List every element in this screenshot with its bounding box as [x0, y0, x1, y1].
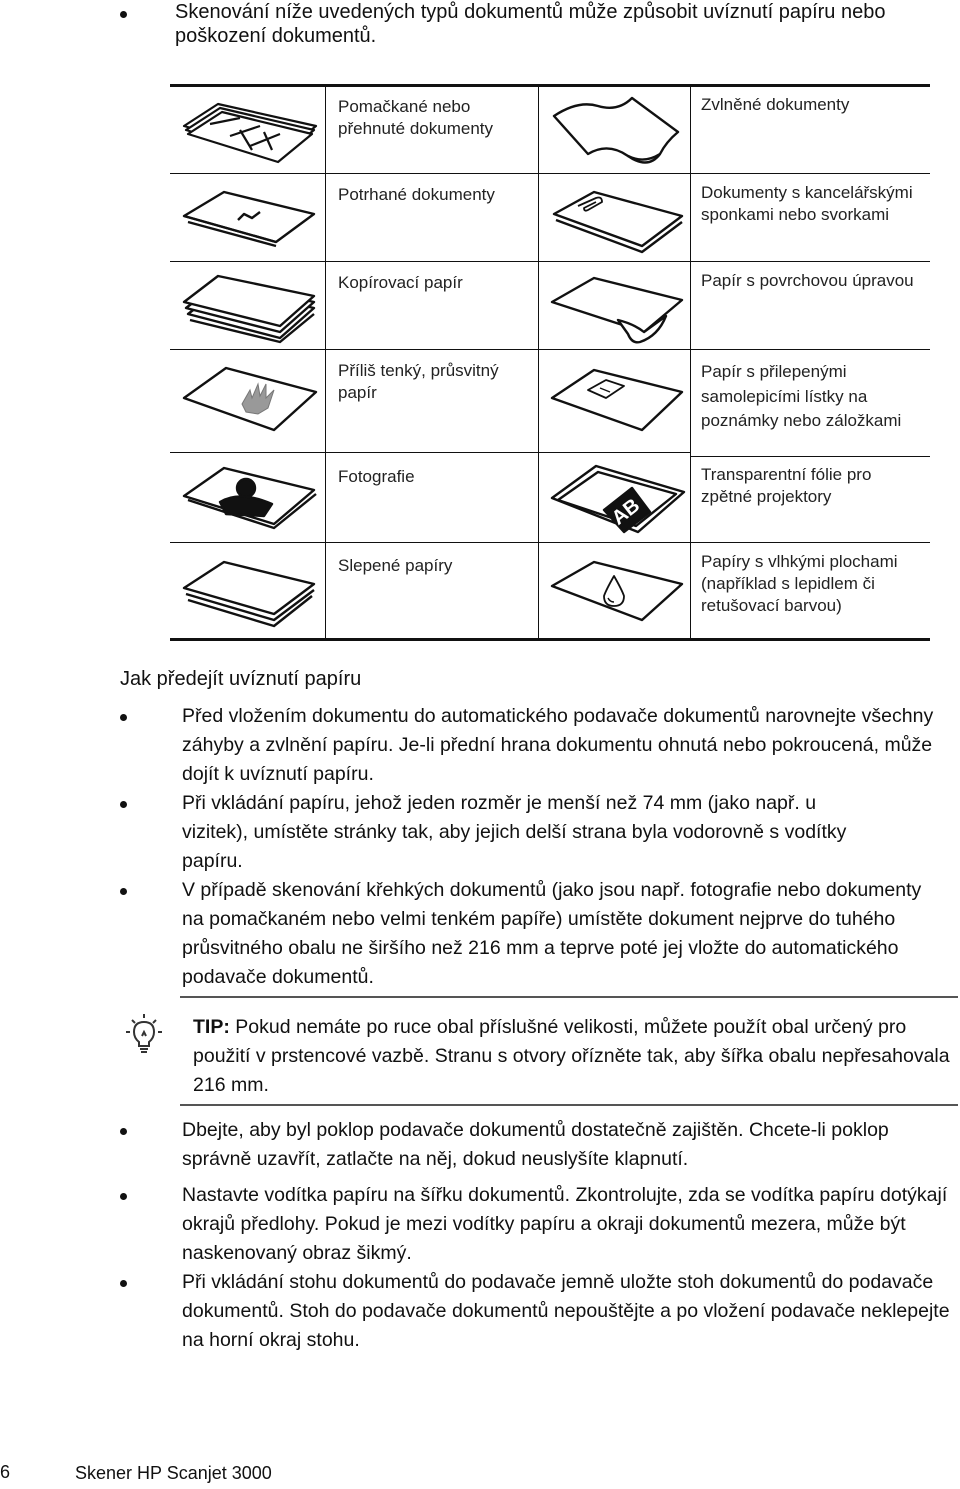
row-separator — [691, 456, 930, 457]
page-number: 6 — [0, 1462, 11, 1482]
row-separator — [539, 349, 690, 350]
list-bullet — [120, 11, 127, 18]
intro-text: Skenování níže uvedených typů dokumentů může způsobit uvíznutí papíru nebo poškození dokumentů. — [175, 1, 886, 47]
doc-type-label: Zvlněné dokumenty — [701, 95, 850, 114]
curled-paper-icon — [548, 90, 688, 170]
list-bullet — [120, 1280, 127, 1287]
list-bullet — [120, 1193, 127, 1200]
row-separator — [326, 452, 538, 453]
list-bullet — [120, 714, 127, 721]
footer-title: Skener HP Scanjet 3000 — [75, 1463, 272, 1483]
creased-paper-icon — [180, 96, 320, 164]
row-separator — [539, 452, 690, 453]
doc-type-label: Kopírovací papír — [338, 273, 463, 292]
tip-top-rule — [180, 996, 958, 998]
row-separator — [170, 173, 325, 174]
doc-type-label: Potrhané dokumenty — [338, 185, 495, 204]
table-bottom-rule — [170, 638, 930, 641]
list-item: V případě skenování křehkých dokumentů (jako jsou např. fotografie nebo dokumenty na pomačkaném nebo velmi tenkém papíře) umístěte dokument nejprve do tuhého průsvitného obalu ne širšího než 216 mm a teprve poté jej vložte do automatického podavače dokumentů. — [182, 879, 922, 988]
tip-bottom-rule — [180, 1104, 958, 1106]
row-separator — [326, 173, 538, 174]
transparency-letters: AB — [607, 494, 645, 530]
table-divider — [690, 87, 691, 638]
lightbulb-icon — [124, 1012, 164, 1056]
doc-type-label: Fotografie — [338, 467, 415, 486]
document-types-table — [170, 84, 930, 641]
doc-type-label: Papír s povrchovou úpravou — [701, 271, 914, 290]
row-separator — [170, 542, 325, 543]
list-bullet — [120, 1128, 127, 1135]
tip-text — [193, 1013, 953, 1100]
row-separator — [691, 542, 930, 543]
translucent-paper-icon — [180, 360, 320, 440]
list-bullet — [120, 888, 127, 895]
row-separator — [539, 542, 690, 543]
table-top-rule — [170, 84, 930, 87]
row-separator — [326, 542, 538, 543]
row-separator — [170, 349, 325, 350]
row-separator — [326, 349, 538, 350]
row-separator — [539, 173, 690, 174]
doc-type-label: Dokumenty s kancelářskými sponkami nebo svorkami — [701, 183, 913, 224]
carbon-paper-icon — [180, 270, 320, 346]
row-separator — [326, 261, 538, 262]
row-separator — [691, 173, 930, 174]
sticky-note-paper-icon — [548, 362, 688, 442]
doc-type-label: Papír s přilepenými samolepicími lístky na poznámky nebo záložkami — [701, 362, 902, 430]
list-item: Nastavte vodítka papíru na šířku dokumentů. Zkontrolujte, zda se vodítka papíru dotýkají okrajů předlohy. Pokud je mezi vodítky papíru a okraji dokumentů mezera, může být naskenovaný obraz šikmý. — [182, 1184, 948, 1264]
transparency-icon — [548, 460, 688, 540]
doc-type-label: Slepené papíry — [338, 556, 453, 575]
section-heading: Jak předejít uvíznutí papíru — [120, 668, 362, 690]
row-separator — [691, 349, 930, 350]
stuck-papers-icon — [180, 556, 320, 628]
tip-body: Pokud nemáte po ruce obal příslušné velikosti, můžete použít obal určený pro použití v prstencové vazbě. Stranu s otvory ořízněte tak, aby šířka obalu nepřesahovala 216 mm. — [193, 1016, 950, 1096]
doc-type-label: Příliš tenký, průsvitný papír — [338, 361, 499, 402]
row-separator — [691, 261, 930, 262]
doc-type-label: Transparentní fólie pro zpětné projektory — [701, 465, 872, 506]
row-separator — [539, 261, 690, 262]
torn-paper-icon — [180, 184, 320, 254]
wet-paper-icon — [548, 556, 688, 628]
table-divider — [325, 87, 326, 638]
list-bullet — [120, 801, 127, 808]
paperclip-paper-icon — [548, 184, 688, 258]
list-item: Při vkládání stohu dokumentů do podavače jemně uložte stoh dokumentů do podavače dokumentů. Stoh do podavače dokumentů nepouštějte a po vložení podavače neklepejte na horní okraj stohu. — [182, 1271, 950, 1351]
tip-label: TIP: — [193, 1016, 230, 1038]
row-separator — [170, 452, 325, 453]
doc-type-label: Pomačkané nebo přehnuté dokumenty — [338, 97, 493, 138]
coated-paper-icon — [548, 270, 688, 346]
row-separator — [170, 261, 325, 262]
table-divider — [538, 87, 539, 638]
list-item: Dbejte, aby byl poklop podavače dokumentů dostatečně zajištěn. Chcete-li poklop správně uzavřít, zatlačte na něj, dokud neuslyšíte klapnutí. — [182, 1119, 889, 1170]
list-item: Před vložením dokumentu do automatického podavače dokumentů narovnejte všechny záhyby a zvlnění papíru. Je-li přední hrana dokumentu ohnutá nebo pokroucená, může dojít k uvíznutí papíru. — [182, 705, 934, 785]
list-item: Při vkládání papíru, jehož jeden rozměr je menší než 74 mm (jako např. u vizitek), umístěte stránky tak, aby jejich delší strana byla vodorovně s vodítky papíru. — [182, 792, 847, 872]
photo-icon — [180, 460, 320, 532]
doc-type-label: Papíry s vlhkými plochami (například s lepidlem či retušovací barvou) — [701, 552, 898, 615]
